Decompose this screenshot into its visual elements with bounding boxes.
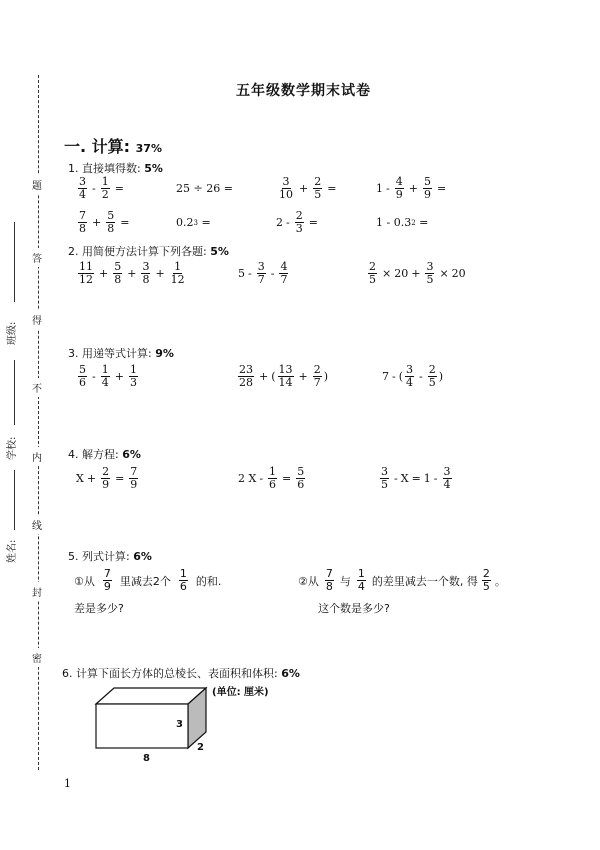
q2-item: $\frac{2}{5}$ × 20 + $\frac{3}{5}$ × 20: [369, 260, 466, 286]
q2-percent: 5%: [210, 245, 229, 258]
q2-item: 5 - $\frac{3}{7}$ - $\frac{4}{7}$: [238, 260, 288, 286]
cuboid-side-face: [188, 688, 206, 748]
q5-label: 5. 列式计算:: [68, 550, 130, 563]
q1-item: 2 - $\frac{2}{3}$ =: [276, 209, 318, 235]
q5-a-text: ①从: [74, 574, 95, 588]
q5-b-text: 的差里减去一个数, 得: [371, 574, 478, 588]
q3-item: 7 - ( $\frac{3}{4}$ - $\frac{2}{5}$ ): [382, 363, 444, 389]
q6-heading: [62, 665, 300, 681]
q1-item: $\frac{7}{8}$ + $\frac{5}{8}$ =: [79, 209, 130, 235]
q6-percent: 6%: [281, 667, 300, 680]
q4-label: 4. 解方程:: [68, 448, 119, 461]
binding-char: 封: [32, 582, 42, 601]
q1-item: 0.2 3 =: [176, 216, 211, 229]
q1-item: 1 - $\frac{4}{9}$ + $\frac{5}{9}$ =: [376, 175, 447, 201]
cuboid-front-face: [96, 704, 188, 748]
name-blank-line[interactable]: [14, 470, 15, 530]
q2-label: 2. 用简便方法计算下列各题:: [68, 245, 207, 258]
q1-item: 25 ÷ 26 =: [176, 182, 233, 195]
q5-b-text: ②从: [298, 574, 319, 588]
q4-heading: [68, 446, 141, 462]
q1-item: $\frac{3}{4}$ - $\frac{1}{2}$ =: [79, 175, 124, 201]
class-label: 班级:: [7, 321, 18, 345]
length-label: 8: [143, 753, 150, 764]
school-label: 学校:: [7, 436, 18, 460]
height-label: 3: [176, 719, 183, 730]
q4-equation: 2 X - $\frac{1}{6}$ = $\frac{5}{6}$: [238, 465, 305, 491]
cuboid-figure: [90, 682, 220, 768]
q5-a-question: 差是多少?: [74, 602, 124, 615]
q4-percent: 6%: [122, 448, 141, 461]
binding-char: 题: [32, 175, 42, 194]
binding-char: 内: [32, 447, 42, 466]
q3-item: $\frac{5}{6}$ - $\frac{1}{4}$ + $\frac{1}{3}$: [79, 363, 137, 389]
q5-part-b: ②从 $\frac{7}{8}$ 与 $\frac{1}{4}$ 的差里减去一个数, 得 $\frac{2}{5}$ 。: [298, 567, 506, 593]
binding-char: 密: [32, 648, 42, 667]
page-number: 1: [64, 777, 71, 790]
q1-heading: [68, 160, 163, 176]
q5-percent: 6%: [133, 550, 152, 563]
binding-char: 得: [32, 310, 42, 329]
q1-item: $\frac{3}{10}$ + $\frac{2}{5}$ =: [279, 175, 337, 201]
q5-a-text: 2个: [152, 574, 171, 588]
q5-a-text: 里减去: [119, 574, 153, 588]
section-percent: 37%: [135, 142, 162, 155]
section-heading: [64, 134, 162, 157]
q1-percent: 5%: [144, 162, 163, 175]
q3-percent: 9%: [155, 347, 174, 360]
binding-char: 不: [32, 378, 42, 397]
q5-b-question: 这个数是多少?: [318, 602, 390, 615]
q1-item: 1 - 0.3 2 =: [376, 216, 429, 229]
width-label: 2: [197, 742, 204, 753]
q1-label: 1. 直接填得数:: [68, 162, 141, 175]
binding-char: 线: [32, 515, 42, 534]
q3-heading: [68, 345, 174, 361]
class-blank-line[interactable]: [14, 222, 15, 302]
q5-part-a: ①从 $\frac{7}{9}$ 里减去 2个 $\frac{1}{6}$ 的和.: [74, 567, 222, 593]
binding-char: 答: [32, 248, 42, 267]
q5-b-text: 与: [339, 574, 351, 588]
q4-equation: X + $\frac{2}{9}$ = $\frac{7}{9}$: [76, 465, 138, 491]
q3-label: 3. 用递等式计算:: [68, 347, 152, 360]
q4-equation: $\frac{3}{5}$ - X = 1 - $\frac{3}{4}$: [381, 465, 451, 491]
q2-heading: [68, 243, 229, 259]
q5-b-text: 。: [494, 574, 506, 588]
q2-item: $\frac{11}{12}$ + $\frac{5}{8}$ + $\frac{3}{8}$ + $\frac{1}{12}$: [79, 260, 185, 286]
section-label: 一. 计算:: [64, 137, 131, 156]
q3-item: $\frac{23}{28}$ + ( $\frac{13}{14}$ + $\frac{2}{7}$ ): [239, 363, 329, 389]
q5-heading: [68, 548, 152, 564]
name-label: 姓名:: [7, 539, 18, 563]
unit-label: (单位: 厘米): [212, 687, 269, 698]
q6-label: 6. 计算下面长方体的总棱长、表面积和体积:: [62, 667, 278, 680]
q5-a-text: 的和.: [195, 574, 222, 588]
school-blank-line[interactable]: [14, 360, 15, 425]
page-title: 五年级数学期末试卷: [236, 83, 371, 99]
cuboid-top-face: [96, 688, 206, 704]
